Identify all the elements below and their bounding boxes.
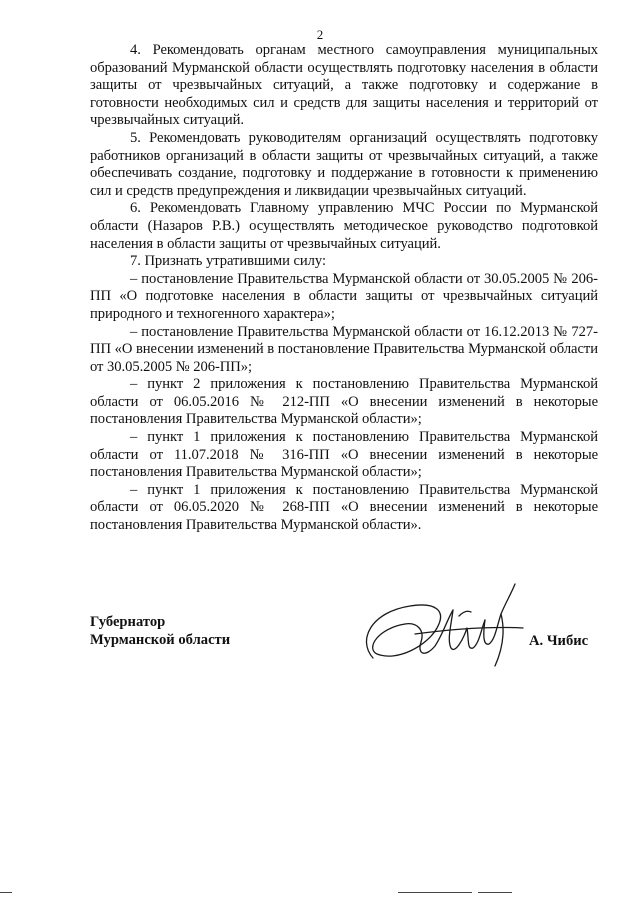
repealed-item: – пункт 2 приложения к постановлению Правительства Мурманской области от 06.05.2016 № 212-ПП «О внесении изменений в некоторые постановления Правительства Мурманской области»;: [90, 376, 598, 428]
page-number: 2: [316, 27, 324, 42]
footer-divider: [0, 892, 12, 893]
paragraph-7: 7. Признать утратившими силу:: [130, 253, 326, 270]
signatory-position: Губернатор: [90, 614, 166, 630]
paragraph-4: 4. Рекомендовать органам местного самоуправления муниципальных образований Мурманской области осуществлять подготовку населения в области защиты от чрезвычайных ситуаций, а также подготовку и содержание в готовности необходимых сил и средств для защиты населения и территорий от чрезвычайных ситуаций.: [90, 42, 598, 129]
document-body: [90, 42, 598, 535]
repealed-item: – пункт 1 приложения к постановлению Правительства Мурманской области от 06.05.2020 № 268-ПП «О внесении изменений в некоторые постановления Правительства Мурманской области».: [90, 481, 598, 534]
signatory-region: Мурманской области: [90, 632, 231, 648]
signatory-title: [90, 613, 230, 649]
footer-divider: [478, 892, 512, 893]
signer-name: А. Чибис: [529, 633, 589, 649]
paragraph-5: 5. Рекомендовать руководителям организаций осуществлять подготовку работников организаций в области защиты от чрезвычайных ситуаций, а также обеспечивать создание, подготовку и поддержание в готовности к применению сил и средств предупреждения и ликвидации чрезвычайных ситуаций.: [90, 129, 598, 199]
repealed-item: – постановление Правительства Мурманской области от 16.12.2013 № 727-ПП «О внесении изменений в постановление Правительства Мурманской области от 30.05.2005 № 206-ПП»;: [90, 323, 598, 375]
footer-divider: [398, 892, 472, 893]
repealed-item: – постановление Правительства Мурманской области от 30.05.2005 № 206-ПП «О подготовке населения в области защиты от чрезвычайных ситуаций природного и техногенного характера»;: [90, 270, 598, 322]
repealed-item: – пункт 1 приложения к постановлению Правительства Мурманской области от 11.07.2018 № 316-ПП «О внесении изменений в некоторые постановления Правительства Мурманской области»;: [90, 429, 598, 481]
handwritten-signature-icon: [355, 570, 530, 685]
paragraph-6: 6. Рекомендовать Главному управлению МЧС России по Мурманской области (Назаров Р.В.) осуществлять методическое руководство подготовкой населения в области защиты от чрезвычайных ситуаций.: [90, 200, 598, 252]
